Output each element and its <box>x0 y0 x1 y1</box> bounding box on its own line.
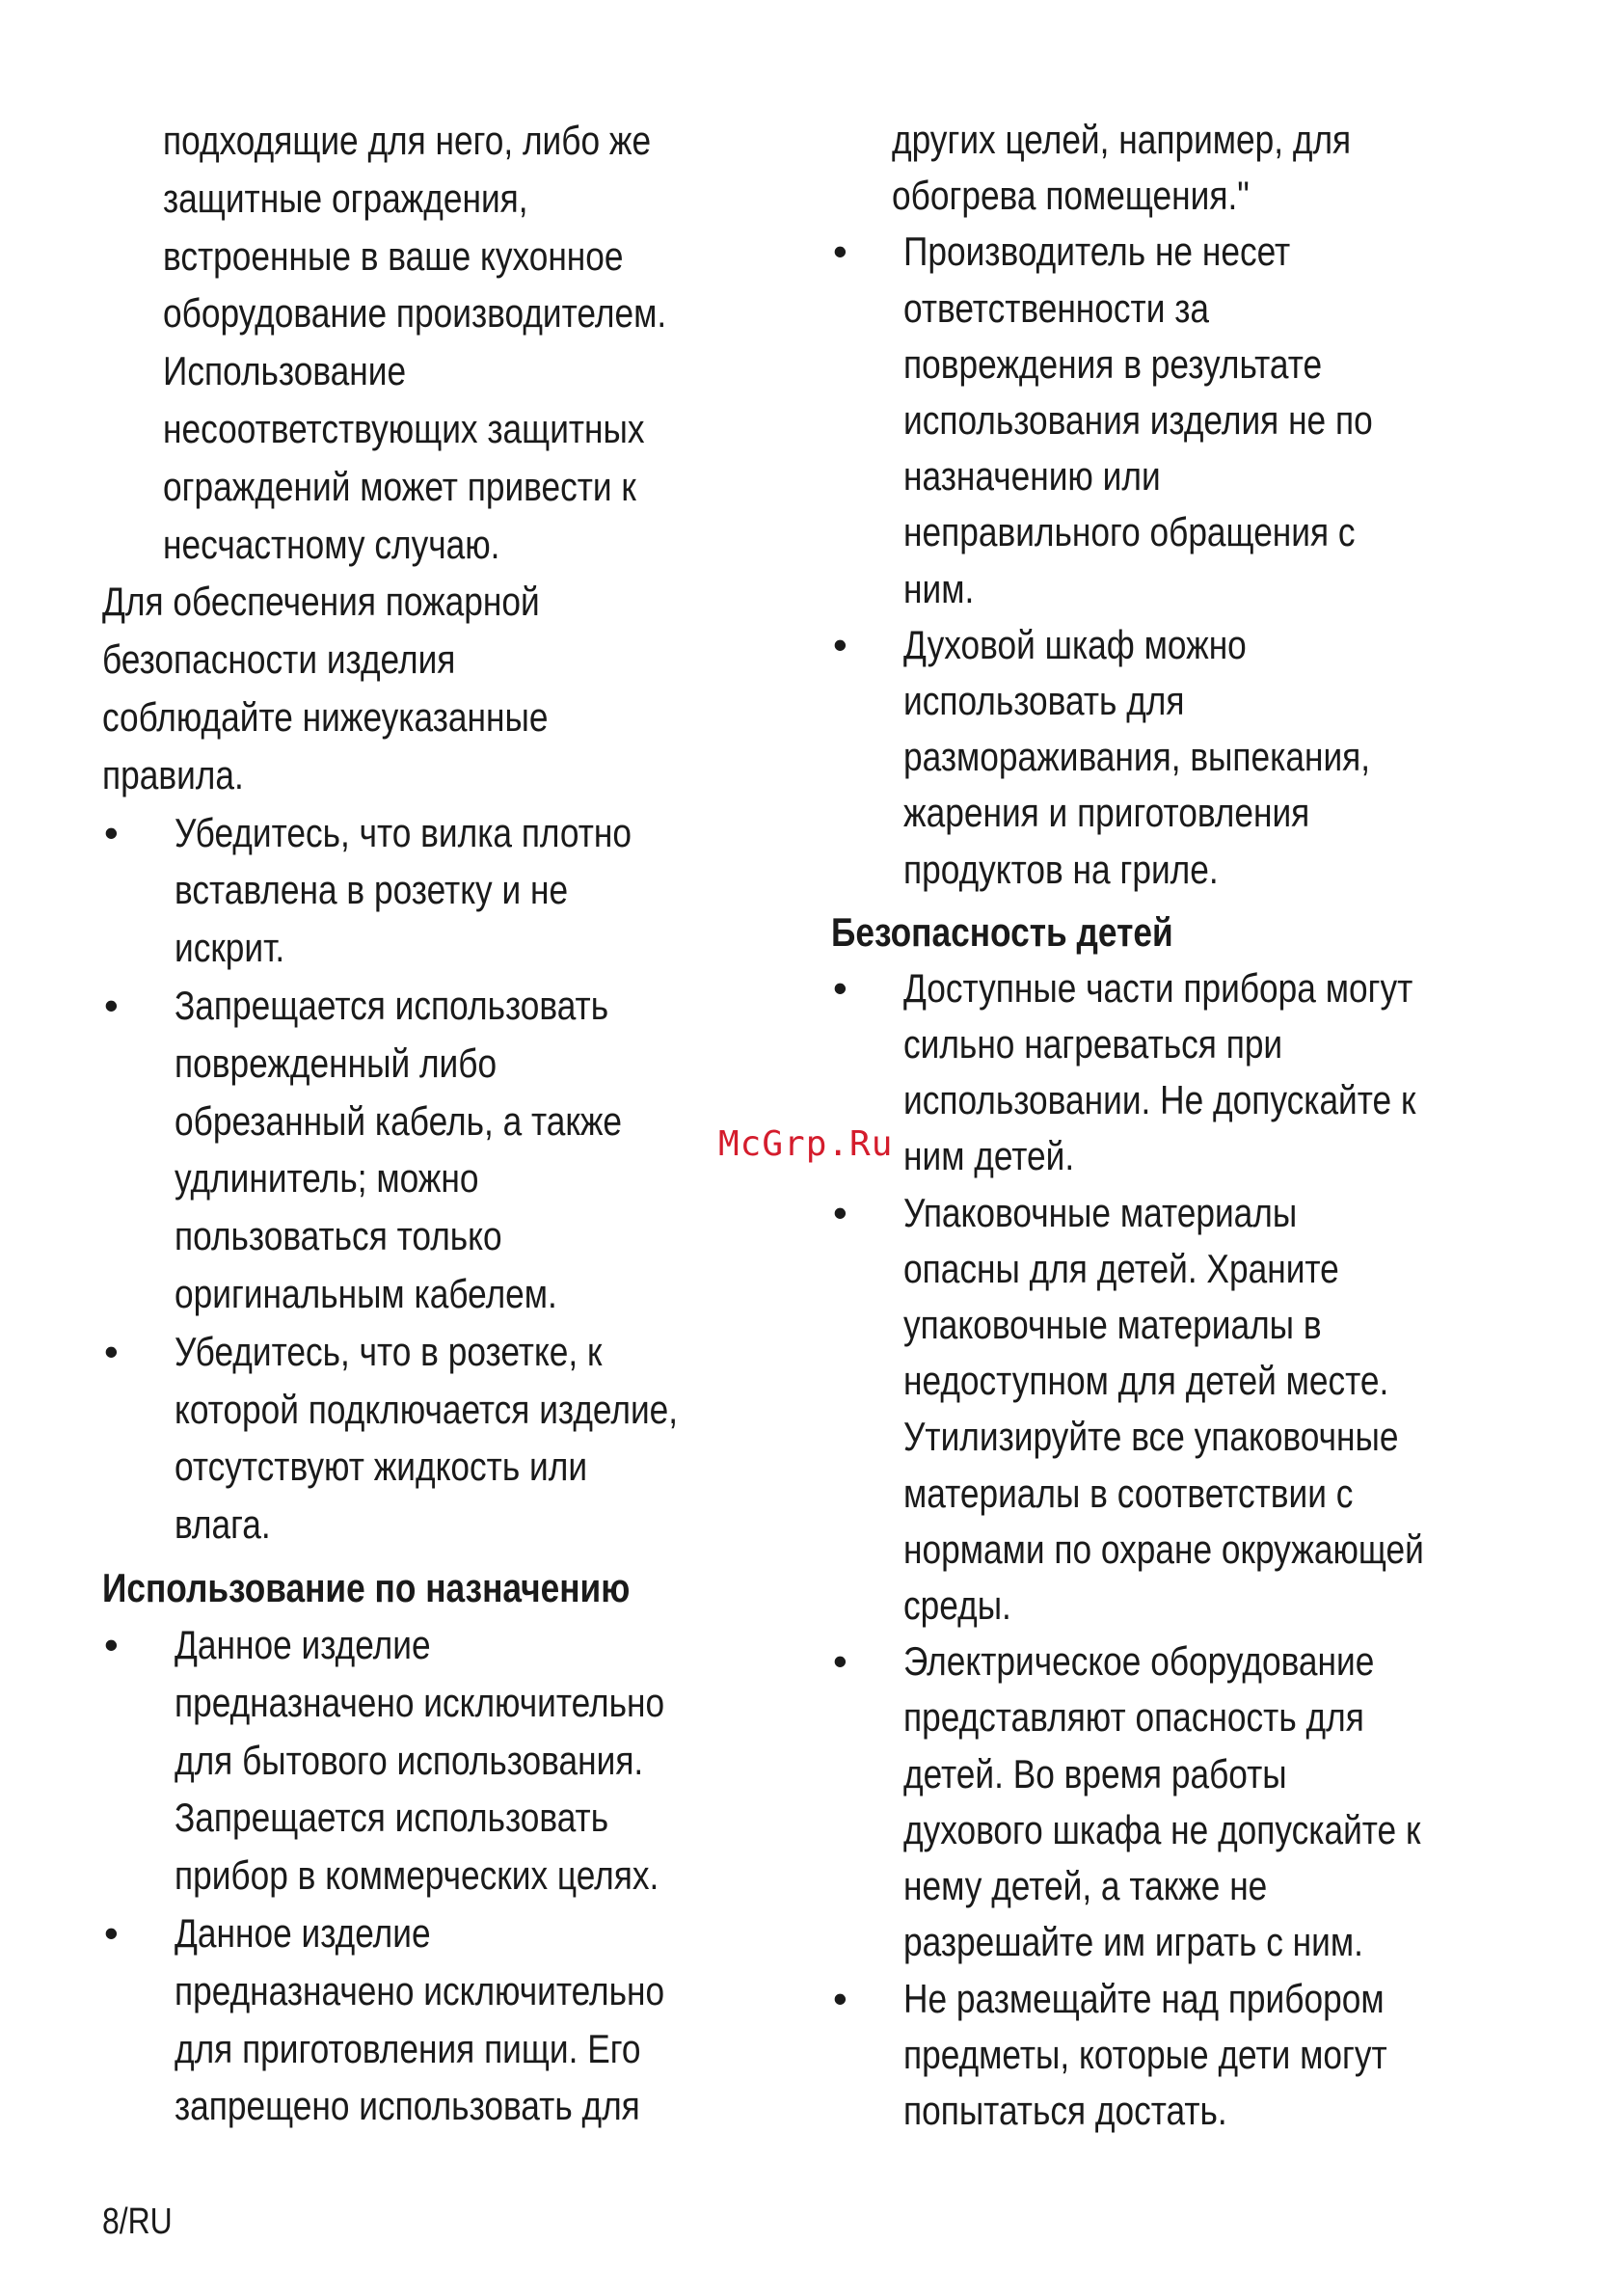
text-line: искрит. <box>175 925 285 971</box>
text-line: несоответствующих защитных <box>163 405 645 451</box>
bullet-marker: • <box>104 1328 119 1374</box>
text-line: размораживания, выпекания, <box>903 734 1371 780</box>
bullet-item <box>831 1971 1525 2140</box>
text-line: среды. <box>903 1582 1011 1629</box>
text-line: духового шкафа не допускайте к <box>903 1806 1421 1852</box>
text-line: запрещено использовать для <box>175 2083 640 2129</box>
text-line: Не размещайте над прибором <box>903 1975 1385 2021</box>
text-line: Запрещается использовать <box>175 982 609 1028</box>
text-line: правила. <box>102 751 244 797</box>
bullet-item <box>102 1616 804 1904</box>
text-line: повреждения в результате <box>903 340 1323 387</box>
text-line: безопасности изделия <box>102 636 456 683</box>
text-line: опасны для детей. Храните <box>903 1245 1339 1291</box>
bullet-item <box>831 1634 1525 1970</box>
text-line: сильно нагреваться при <box>903 1021 1283 1067</box>
bullet-marker: • <box>833 621 847 667</box>
text-line: нормами по охране окружающей <box>903 1526 1424 1572</box>
bullet-item <box>102 977 804 1323</box>
bullet-text <box>175 977 704 1323</box>
page-number: 8/RU <box>102 2201 173 2242</box>
bullet-marker: • <box>833 1975 847 2021</box>
watermark: McGrp.Ru <box>718 1124 894 1164</box>
right-column <box>831 112 1525 2139</box>
text-line: вставлена в розетку и не <box>175 867 569 913</box>
text-line: Производитель не несет <box>903 229 1291 275</box>
text-line: Данное изделие <box>175 1621 431 1667</box>
bullet-item <box>831 617 1525 898</box>
text-line: Для обеспечения пожарной <box>102 579 540 625</box>
text-line: неправильного обращения с <box>903 509 1356 555</box>
text-line: других целей, например, для <box>892 117 1352 162</box>
bullet-marker: • <box>104 1621 119 1667</box>
bullet-marker: • <box>104 1909 119 1956</box>
bullet-item <box>831 960 1525 1185</box>
bullet-text <box>903 1971 1426 2140</box>
text-line: предназначено исключительно <box>175 1679 665 1725</box>
bullet-marker: • <box>104 809 119 855</box>
text-line: предметы, которые дети могут <box>903 2031 1387 2077</box>
fire-safety-intro <box>102 573 692 803</box>
text-line: обогрева помещения." <box>892 173 1250 219</box>
text-line: оборудование производителем. <box>163 290 667 337</box>
bullet-text <box>903 960 1426 1185</box>
text-line: Доступные части прибора могут <box>903 964 1413 1011</box>
bullet-item <box>102 1323 804 1553</box>
bullet-text <box>175 804 704 977</box>
usage-continuation <box>831 112 1414 224</box>
text-line: ограждений может привести к <box>163 463 636 509</box>
child-safety-heading: Безопасность детей <box>831 908 1173 955</box>
text-line: встроенные в ваше кухонное <box>163 232 624 279</box>
text-line: разрешайте им играть с ним. <box>903 1919 1363 1965</box>
bullet-text <box>903 1634 1426 1970</box>
intro-continuation <box>102 112 692 573</box>
text-line: для приготовления пищи. Его <box>175 2025 641 2071</box>
text-line: несчастному случаю. <box>163 521 500 567</box>
text-line: упаковочные материалы в <box>903 1302 1322 1348</box>
bullet-text <box>175 1904 704 2135</box>
text-line: назначению или <box>903 453 1161 500</box>
bullet-text <box>175 1616 704 1904</box>
text-line: ответственности за <box>903 284 1210 331</box>
text-line: использовать для <box>903 678 1185 724</box>
text-line: соблюдайте нижеуказанные <box>102 693 549 740</box>
text-line: обрезанный кабель, а также <box>175 1097 623 1144</box>
text-line: жарения и приготовления <box>903 790 1310 836</box>
fire-safety-list <box>102 804 804 1553</box>
bullet-text <box>903 224 1426 616</box>
text-line: Утилизируйте все упаковочные <box>903 1414 1399 1460</box>
usage-heading: Использование по назначению <box>102 1564 631 1610</box>
text-line: Запрещается использовать <box>175 1795 609 1841</box>
bullet-item <box>102 1904 804 2135</box>
text-line: детей. Во время работы <box>903 1750 1287 1796</box>
text-line: нему детей, а также не <box>903 1863 1268 1909</box>
bullet-marker: • <box>833 1638 847 1685</box>
text-line: предназначено исключительно <box>175 1967 665 2013</box>
text-line: Духовой шкаф можно <box>903 621 1247 667</box>
bullet-text <box>903 617 1426 898</box>
text-line: Убедитесь, что в розетке, к <box>175 1328 603 1374</box>
bullet-marker: • <box>833 229 847 275</box>
text-line: отсутствуют жидкость или <box>175 1444 588 1490</box>
child-safety-list <box>831 960 1525 2139</box>
bullet-text <box>175 1323 704 1553</box>
text-line: прибор в коммерческих целях. <box>175 1852 659 1899</box>
text-line: ним детей. <box>903 1133 1075 1179</box>
usage-list-continued <box>831 224 1525 897</box>
text-line: продуктов на гриле. <box>903 846 1219 892</box>
text-line: Электрическое оборудование <box>903 1638 1375 1685</box>
bullet-item <box>831 224 1525 616</box>
text-line: попытаться достать. <box>903 2087 1227 2133</box>
bullet-item <box>831 1185 1525 1634</box>
bullet-marker: • <box>833 1189 847 1235</box>
text-line: недоступном для детей месте. <box>903 1358 1389 1404</box>
text-line: влага. <box>175 1501 271 1548</box>
text-line: Использование <box>163 348 407 394</box>
text-line: подходящие для него, либо же <box>163 118 652 163</box>
text-line: которой подключается изделие, <box>175 1386 679 1432</box>
bullet-marker: • <box>833 964 847 1011</box>
text-line: использовании. Не допускайте к <box>903 1077 1416 1123</box>
text-line: Данное изделие <box>175 1909 431 1956</box>
text-line: оригинальным кабелем. <box>175 1270 557 1316</box>
text-line: для бытового использования. <box>175 1737 644 1783</box>
text-line: представляют опасность для <box>903 1694 1364 1741</box>
text-line: защитные ограждения, <box>163 175 528 221</box>
bullet-text <box>903 1185 1426 1634</box>
left-column <box>102 112 804 2135</box>
bullet-marker: • <box>104 982 119 1028</box>
text-line: поврежденный либо <box>175 1040 498 1086</box>
text-line: удлинитель; можно <box>175 1155 479 1202</box>
text-line: Упаковочные материалы <box>903 1189 1298 1235</box>
bullet-item <box>102 804 804 977</box>
usage-list <box>102 1616 804 2135</box>
text-line: Убедитесь, что вилка плотно <box>175 809 632 855</box>
text-line: ним. <box>903 565 975 611</box>
text-line: пользоваться только <box>175 1213 502 1259</box>
text-line: использования изделия не по <box>903 397 1373 444</box>
text-line: материалы в соответствии с <box>903 1470 1354 1516</box>
